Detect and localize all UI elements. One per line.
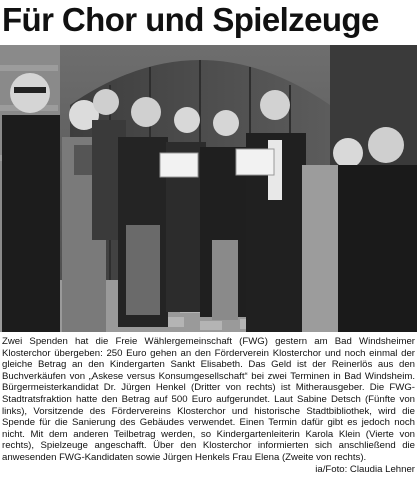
photo-credit: ia/Foto: Claudia Lehner [315, 463, 415, 475]
article-headline: Für Chor und Spielzeuge [2, 1, 379, 38]
article-body-text: Zwei Spenden hat die Freie Wählergemeinschaft (FWG) gestern am Bad Windsheimer Klosterchor übergeben: 250 Euro gehen an den Förderverein Klosterchor und noch einmal der gleiche Betrag an den Kindergarten Sankt Elisabeth. Das Geld ist der Reinerlös aus den Buchverkäufen von „Askese versus Konsumgesellschaft“ bei zwei Terminen in Bad Windsheim. Bürgermeisterkandidat Dr. Jürgen Henkel (Dritter von rechts) ist Mitherausgeber. Die FWG-Stadtratsfraktion hatte den Betrag auf 500 Euro aufgerundet. Laut Sabine Detsch (Fünfte von links), Vorsitzende des Fördervereins Klosterchor und historische Stadtbibliothek, wird die Spende für die Sanierung des Gebäudes verwendet. Einen Termin dafür gibt es jedoch noch nicht. Mit dem anderen Teilbetrag werden, so Kindergartenleiterin Karola Klein (Vierte von rechts), Spielzeuge angeschafft. Über den Klosterchor informierten sich anschließend die anwesenden FWG-Kandidaten sowie Jürgen Henkels Frau Elena (Zweite von rechts). [2, 336, 415, 463]
group-photo-icon [0, 45, 417, 332]
article-body [2, 336, 415, 475]
article-photo [0, 45, 417, 332]
